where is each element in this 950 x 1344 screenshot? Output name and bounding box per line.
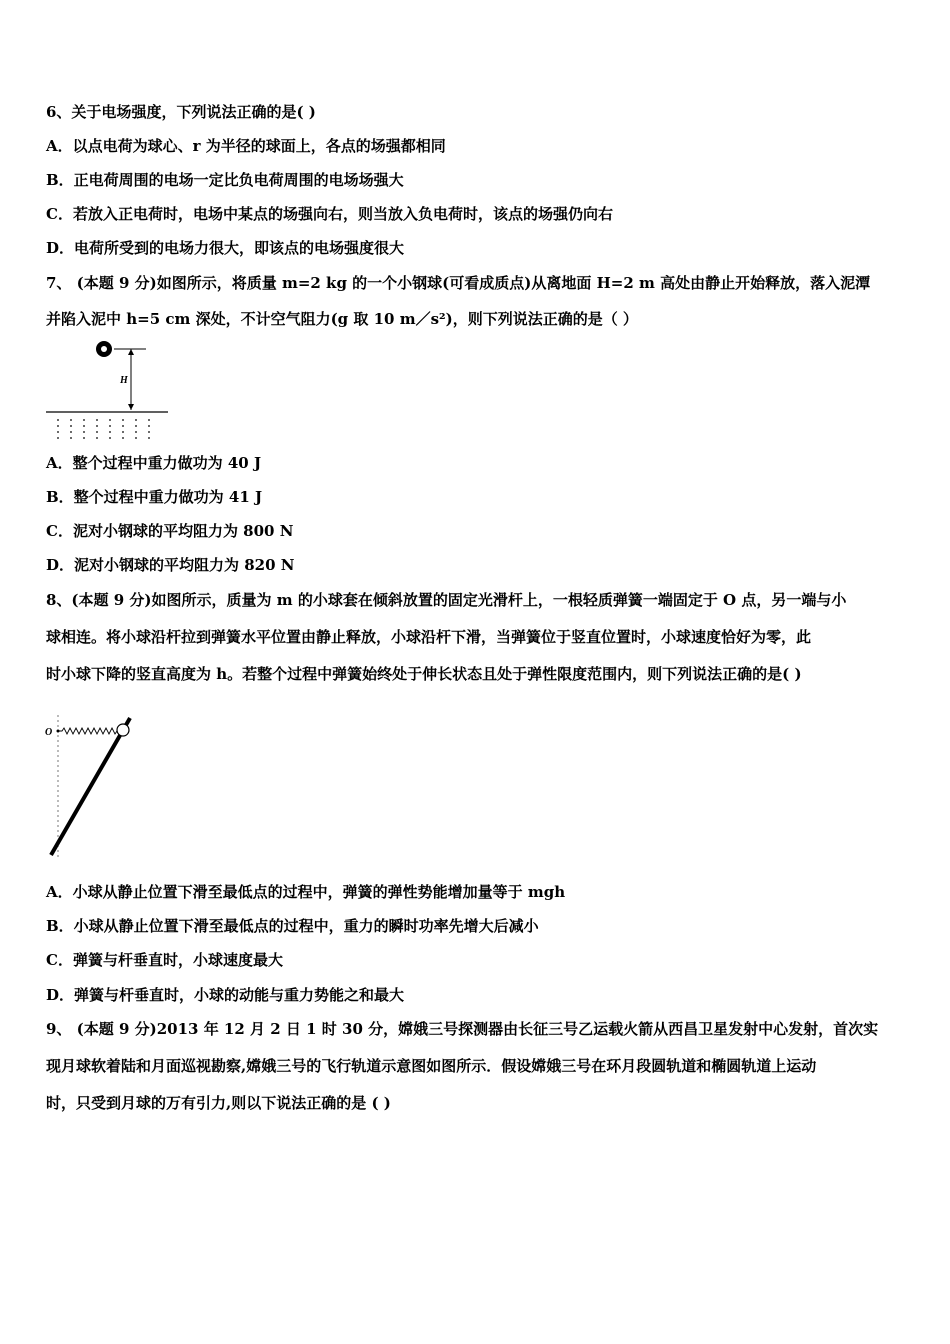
q8-option-d: D．弹簧与杆垂直时，小球的动能与重力势能之和最大 [46, 986, 405, 1004]
q6-option-c: C．若放入正电荷时，电场中某点的场强向右，则当放入负电荷时，该点的场强仍向右 [46, 205, 613, 223]
q7-option-b: B．整个过程中重力做功为 41 J [46, 488, 263, 506]
q8-option-a: A．小球从静止位置下滑至最低点的过程中，弹簧的弹性势能增加量等于 mgh [46, 883, 566, 901]
q6-option-b: B．正电荷周围的电场一定比负电荷周围的电场场强大 [46, 171, 404, 189]
q8-stem-line1: 8、(本题 9 分)如图所示，质量为 m 的小球套在倾斜放置的固定光滑杆上，一根轻质弹簧一端固定于 O 点，另一端与小 [46, 591, 847, 609]
q8-stem-line2: 球相连。将小球沿杆拉到弹簧水平位置由静止释放，小球沿杆下滑，当弹簧位于竖直位置时，小球速度恰好为零，此 [46, 628, 812, 646]
mud-dots [57, 419, 150, 439]
q8-figure [40, 710, 140, 865]
inclined-rod [51, 718, 130, 855]
spring [58, 728, 122, 734]
q7-option-c: C．泥对小钢球的平均阻力为 800 N [46, 522, 294, 540]
q7-option-a: A．整个过程中重力做功为 40 J [46, 454, 262, 472]
q8-option-c: C．弹簧与杆垂直时，小球速度最大 [46, 951, 283, 969]
q8-option-b: B．小球从静止位置下滑至最低点的过程中，重力的瞬时功率先增大后减小 [46, 917, 539, 935]
q7-stem-line2: 并陷入泥中 h=5 cm 深处，不计空气阻力(g 取 10 m／s²)，则下列说法正确的是（ ） [46, 310, 638, 328]
q6-option-a: A．以点电荷为球心、r 为半径的球面上，各点的场强都相同 [46, 137, 446, 155]
sliding-ball [117, 724, 129, 736]
q9-stem-line1: 9、 (本题 9 分)2013 年 12 月 2 日 1 时 30 分，嫦娥三号探测器由长征三号乙运载火箭从西昌卫星发射中心发射，首次实 [46, 1020, 879, 1038]
q6-stem: 6、关于电场强度，下列说法正确的是( ) [46, 103, 316, 121]
q7-option-d: D．泥对小钢球的平均阻力为 820 N [46, 556, 295, 574]
q8-stem-line3: 时小球下降的竖直高度为 h。若整个过程中弹簧始终处于伸长状态且处于弹性限度范围内，则下列说法正确的是( ) [46, 665, 802, 683]
q9-stem-line2: 现月球软着陆和月面巡视勘察,嫦娥三号的飞行轨道示意图如图所示．假设嫦娥三号在环月段圆轨道和椭圆轨道上运动 [46, 1057, 817, 1075]
q7-figure [40, 336, 175, 444]
height-label: H [120, 375, 128, 386]
q6-option-d: D．电荷所受到的电场力很大，即该点的电场强度很大 [46, 239, 405, 257]
q7-stem-line1: 7、 (本题 9 分)如图所示，将质量 m=2 kg 的一个小钢球(可看成质点)从离地面 H=2 m 高处由静止开始释放，落入泥潭 [46, 274, 871, 292]
q9-stem-line3: 时，只受到月球的万有引力,则以下说法正确的是 ( ) [46, 1094, 391, 1112]
pivot-o-label: O [45, 727, 53, 738]
